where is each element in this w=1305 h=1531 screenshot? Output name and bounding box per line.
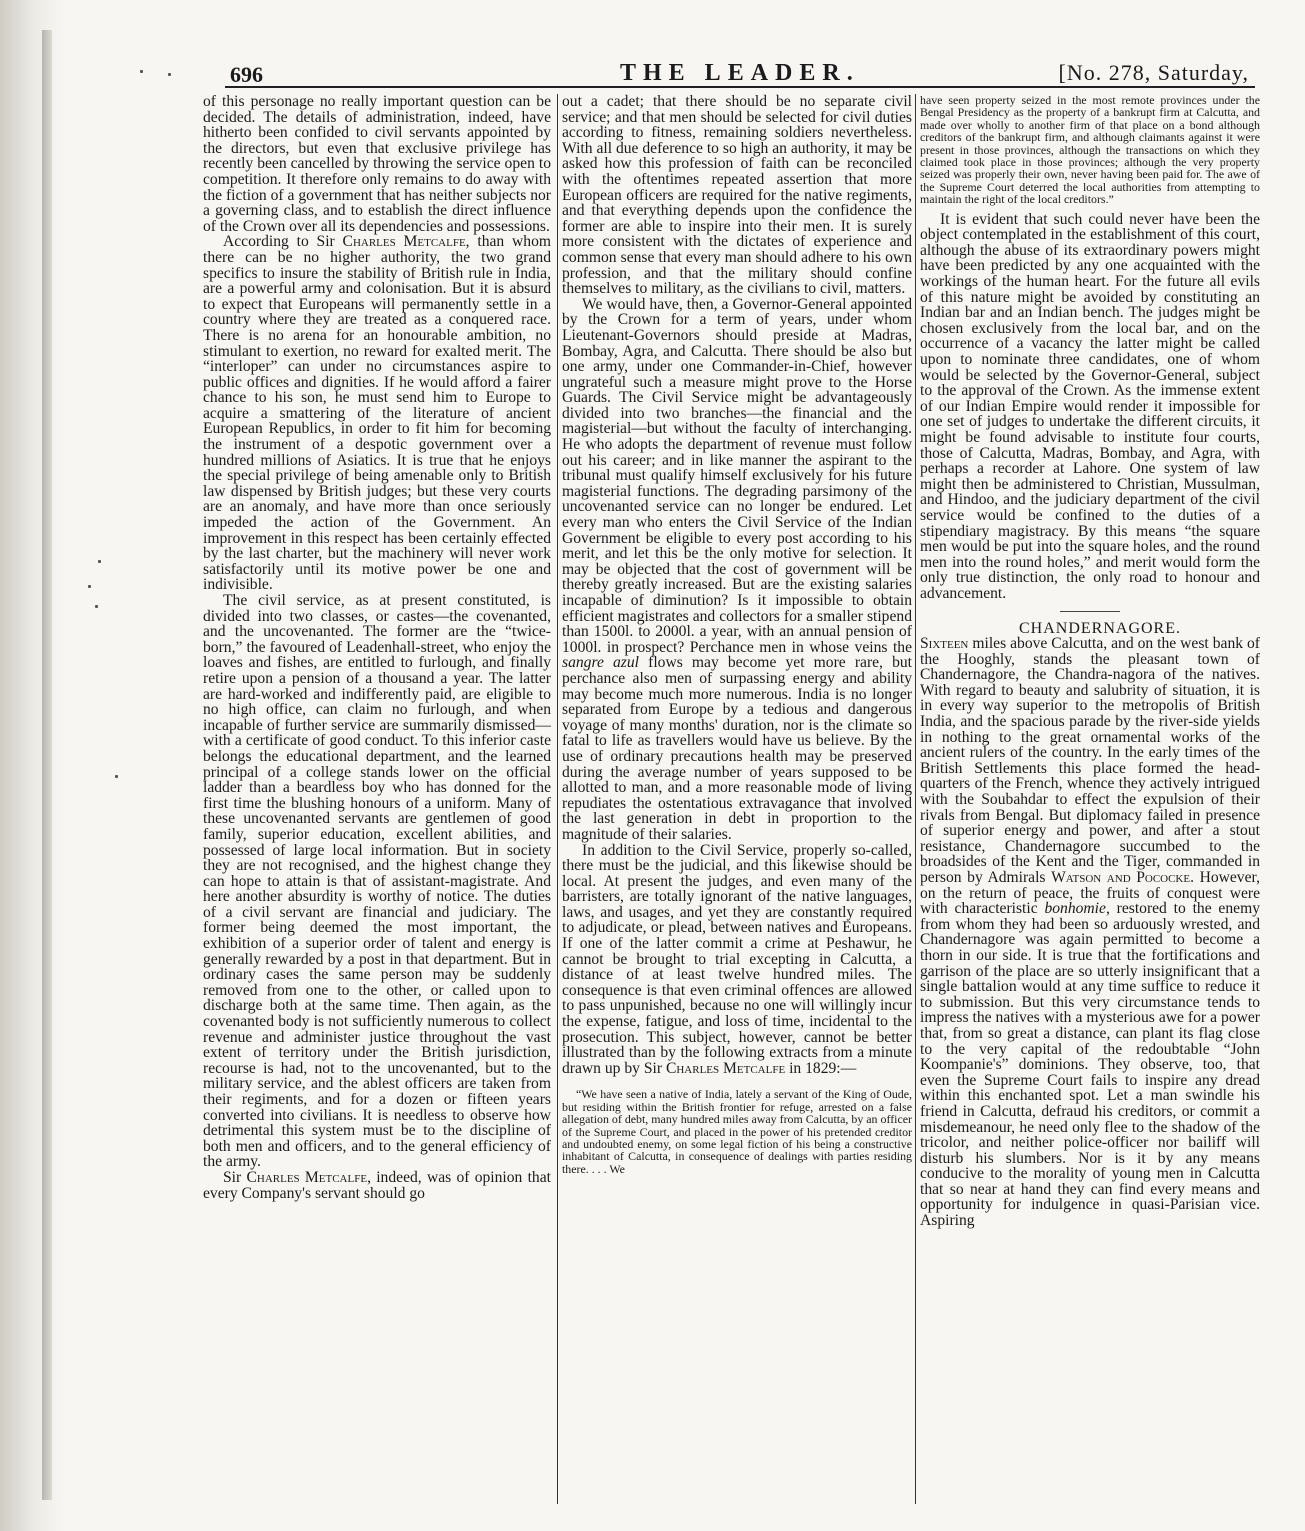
paragraph: The civil service, as at present constituted, is divided into two classes, or castes—the covenanted, and the uncovenanted. The former are the “twice-born,” the favoured of Leadenhall-street, who enjoy the loaves and fishes, are entitled to furlough, and finally retire upon a pension of a thousand a year. The latter are hard-worked and indifferently paid, are eligible to no high office, can claim no furlough, and when incapable of further service are summarily dismissed—with a certificate of good conduct. To this inferior caste belongs the educational department, and the learned principal of a college stands lower on the official ladder than a beardless boy who has donned for the first time the blushing honours of a uniform. Many of these uncovenanted servants are gentlemen of good family, superior education, excellent abilities, and possessed of large local information. But in society they are not recognised, and the highest change they can hope to attain is that of assistant-magistrate. And here another absurdity is worthy of notice. The duties of a civil servant are financial and judiciary. The former being deemed the most important, the exhibition of a superior order of talent and energy is generally rewarded by a post in that department. But in ordinary cases the same person may be suddenly removed from one to the other, or called upon to discharge both at the same time. Then again, as the covenanted body is not sufficiently numerous to collect revenue and administer justice throughout the vast extent of territory under the British jurisdiction, recourse is had, not to the uncovenanted, but to the military service, and the ablest officers are taken from their regiments, and for a dozen or fifteen years converted into civilians. It is needless to observe how detrimental this system must be to the discipline of both men and officers, and to the general efficiency of the army. (203, 592, 551, 1171)
text-run: According to Sir (223, 233, 343, 251)
column-1 (203, 94, 551, 1502)
text-run: Sir (223, 1168, 247, 1186)
paragraph: of this personage no really important question can be decided. The details of administration, indeed, have hitherto been confided to civil servants appointed by the directors, but even that exclusive privilege has recently been cancelled by throwing the service open to competition. It therefore only remains to do away with the fiction of a government that has neither subjects nor a governing class, and to establish the direct influence of the Crown over all its dependencies and possessions. (203, 94, 551, 235)
column-3 (920, 94, 1260, 1502)
paragraph (562, 297, 912, 843)
masthead-title: THE LEADER. (620, 60, 860, 86)
paragraph (920, 636, 1260, 1229)
issue-label: [No. 278, Saturday, (1058, 60, 1249, 85)
paragraph (203, 1170, 551, 1201)
drop-word: Sixteen (920, 635, 969, 653)
page-number: 696 (230, 62, 263, 87)
quote-paragraph: have seen property seized in the most remote provinces under the Bengal Presidency as the property of a bankrupt firm at Calcutta, and made over wholly to another firm of that place on a bond although creditors of the bankrupt firm, and although claimants against it were present in those provinces, although the transactions on which they claimed took place in those provinces; although the very property seized was properly their own, never having been paid for. The awe of the Supreme Court deterred the local authorities from attempting to maintain the right of the local creditors.” (920, 94, 1260, 207)
text-run: We would have, then, a Governor-General appointed by the Crown for a term of years, under whom Lieutenant-Governors should preside at Madras, Bombay, Agra, and Calcutta. There should be also but one army, under one Commander-in-Chief, however ungrateful such a measure might prove to the Horse Guards. The Civil Service might be advantageously divided into two branches—the financial and the magisterial—but without the faculty of interchanging. He who adopts the department of revenue must follow out his career; and in like manner the aspirant to the tribunal must qualify himself exclusively for his future magisterial functions. The degrading parsimony of the uncovenanted service can no longer be endured. Let every man who enters the Civil Service of the Indian Government be eligible to every post according to his merit, and let this be the only motive for selection. It may be objected that the cost of government will be thereby greatly increased. But are the existing salaries incapable of diminution? Is it impossible to obtain efficient magistrates and collectors for a smaller stipend than 1500l. to 2000l. a year, with an annual pension of 1000l. in prospect? Perchance men in whose veins the (562, 295, 912, 656)
margin-mark (168, 73, 171, 76)
text-run: miles above Calcutta, and on the west bank of the Hooghly, stands the pleasant town of Chandernagore, the Chandra-nagora of the natives. With regard to beauty and salubrity of situation, it is in every way superior to the metropolis of British India, and the spacious parade by the river-side yields in nothing to the great ornamental works of the ancient rulers of the country. In the early times of the British Settlements this place formed the head-quarters of the French, whence they actively intrigued with the Soubahdar to effect the expulsion of their rivals from Bengal. But diplomacy failed in presence of superior energy and power, and after a stout resistance, Chandernagore succumbed to the broadsides of the Kent and the Tiger, commanded in person by Admirals (920, 635, 1260, 886)
italic-phrase: bonhomie (1044, 900, 1106, 918)
text-run: in 1829:— (785, 1059, 857, 1077)
paragraph (203, 234, 551, 593)
text-run: However, on the return of peace, the fruits of conquest were with characteristic (920, 869, 1260, 918)
text-run: , indeed, was of opinion that every Company's servant should go (203, 1168, 551, 1202)
text-run: flows may become yet more rare, but perchance also men of surpassing energy and ability may become much more numerous. India is no longer separated from Europe by a tedious and dangerous voyage of many months' duration, nor is the climate so fatal to life as travellers would have us believe. By the use of ordinary precautions health may be preserved during the average number of years supposed to be allotted to man, and a more reasonable mode of living repudiates the ostentatious extravagance that involved the last generation in debt in proportion to the magnitude of their salaries. (562, 654, 912, 843)
margin-mark (115, 775, 118, 778)
text-run: In addition to the Civil Service, properly so-called, there must be the judicial, and this likewise should be local. At present the judges, and even many of the barristers, are totally ignorant of the native languages, laws, and usages, and yet they are constantly required to adjudicate, or plead, between natives and Europeans. If one of the latter commit a crime at Peshawur, he cannot be brought to trial excepting in Calcutta, a distance of at least twelve hundred miles. The consequence is that even criminal offences are allowed to pass unpunished, because no one will willingly incur the expense, fatigue, and loss of time, incidental to the prosecution. This subject, however, cannot be better illustrated than by the following extracts from a minute drawn up by Sir (562, 841, 912, 1077)
page-binding-edge (0, 0, 64, 1531)
block-quote (920, 94, 1260, 206)
person-name: Charles Metcalfe (342, 233, 466, 251)
margin-mark (98, 560, 101, 563)
binding-shadow (42, 30, 52, 1500)
page-header (225, 56, 1255, 88)
paragraph: out a cadet; that there should be no separate civil service; and that men should be selected for civil duties according to fitness, remaining soldiers nevertheless. With all due deference to so high an authority, it may be asked how this profession of faith can be reconciled with the oftentimes repeated assertion that more European officers are required for the native regiments, and that everything depends upon the confidence the former are able to inspire into their men. It is surely more consistent with the dictates of experience and common sense that every man should adhere to his own profession, and that the military should confine themselves to military, as the civilians to civil, matters. (562, 94, 912, 298)
person-name: Charles Metcalfe (246, 1168, 368, 1186)
quote-paragraph: “We have seen a native of India, lately a servant of the King of Oude, but residing within the British frontier for refuge, arrested on a false allegation of debt, many hundred miles away from Calcutta, by an officer of the Supreme Court, and placed in the power of his pretended creditor and undoubted enemy, on some legal fiction of his being a constructive inhabitant of Calcutta, in consequence of dealings with parties residing there. . . . We (562, 1087, 912, 1176)
paragraph (562, 843, 912, 1077)
column-2 (562, 94, 912, 1502)
margin-mark (140, 70, 143, 73)
margin-mark (88, 585, 91, 588)
block-quote (562, 1088, 912, 1175)
text-run: , than whom there can be no higher authority, the two grand specifics to insure the stability of British rule in India, are a powerful army and colonisation. But it is absurd to expect that Europeans will permanently settle in a country where they are treated as a conquered race. There is no arena for an honourable ambition, no stimulant to exertion, no reward for exalted merit. The “interloper” can under no circumstances aspire to public offices and dignities. If he would afford a fairer chance to his son, he must send him to Europe to acquire a smattering of the literature of ancient European Republics, in order to fit him for becoming the instrument of a despotic government over a hundred millions of Asiatics. It is true that he enjoys the special privilege of being amenable only to British law dispensed by British judges; but these very courts are an anomaly, and have more than once seriously impeded the action of the Government. An improvement in this respect has been certainly effected by the last charter, but the machinery will never work satisfactorily until its motive power be one and indivisible. (203, 233, 551, 594)
column-rule (915, 94, 916, 1504)
text-run: , restored to the enemy from whom they had been so arduously wrested, and Chandernagore was again permitted to become a thorn in our side. It is true that the fortifications and garrison of the place are so utterly insignificant that a single battalion would at any time suffice to reduce it to submission. But this very circumstance tends to impress the natives with a mysterious awe for a power that, from so great a distance, can plant its flag close to the very capital of the redoubtable “John Koompanie's” dominions. They observe, too, that even the Supreme Court fails to inspire any dread within this enchanted spot. Let a man swindle his friend in Calcutta, defraud his creditors, or commit a misdemeanour, he need only flee to the shadow of the tricolor, and neither police-officer nor bailiff will disturb his slumbers. Nor is it by any means conducive to the morality of young men in Calcutta that so near at hand they can find every means and opportunity for indulgence in quasi-Parisian vice. Aspiring (920, 900, 1260, 1230)
section-heading: CHANDERNAGORE. (1019, 619, 1181, 637)
person-name: Charles Metcalfe (665, 1059, 786, 1077)
paragraph: It is evident that such could never have been the object contemplated in the establishment of this court, although the abuse of its extraordinary powers might have been predicted by any one acquainted with the workings of the human heart. For the future all evils of this nature might be avoided by constituting an Indian bar and an Indian bench. The judges might be chosen exclusively from the local bar, and on the occurrence of a vacancy the latter might be called upon to nominate three candidates, one of whom would be selected by the Governor-General, subject to the approval of the Crown. As the immense extent of our Indian Empire would render it impossible for one set of judges to undertake the different circuits, it might be found advisable to institute four courts, those of Calcutta, Madras, Bombay, and Agra, with perhaps a recorder at Lahore. One system of law might then be administered to Christian, Mussulman, and Hindoo, and the judiciary department of the civil service would be confined to the duties of a stipendiary magistracy. By this means “the square men would be put into the square holes, and the round men into the round holes,” and merit would form the only true distinction, the only road to honour and advancement. (920, 210, 1260, 602)
margin-mark (95, 605, 98, 608)
section-divider (1060, 611, 1120, 612)
column-rule (557, 94, 558, 1504)
italic-phrase: sangre azul (562, 654, 639, 672)
person-name: Watson and Pococke. (1051, 869, 1194, 886)
